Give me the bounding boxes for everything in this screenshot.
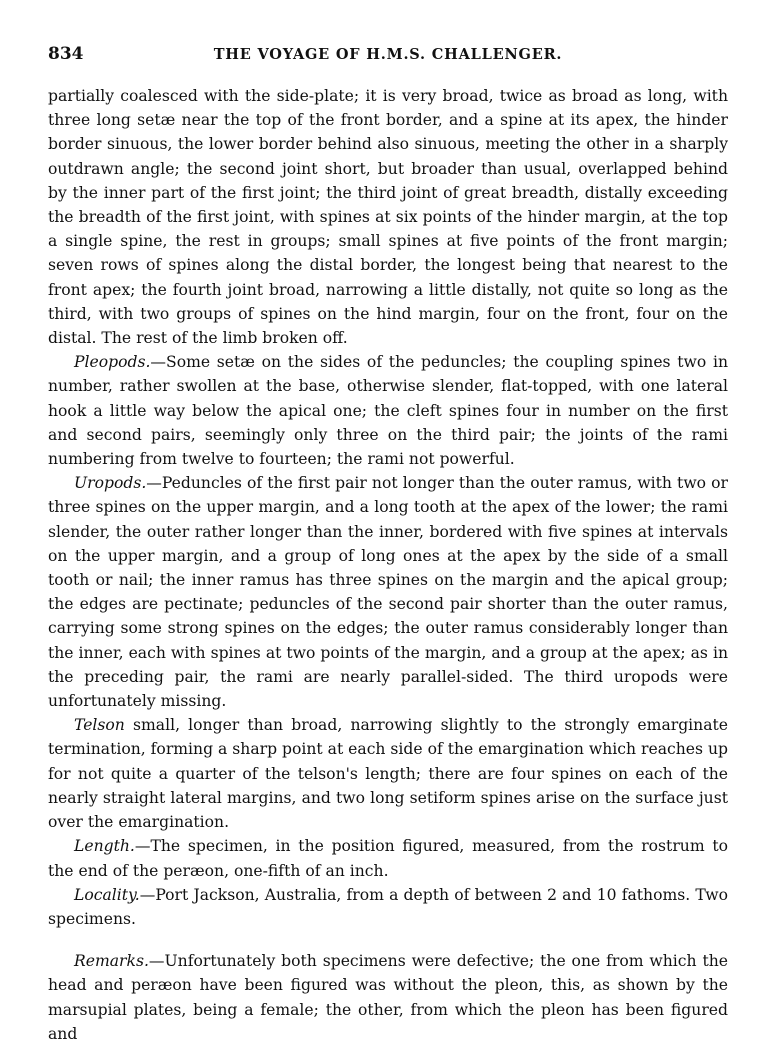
paragraph-text: —Port Jackson, Australia, from a depth of between 2 and 10 fathoms. Two specimens. [48, 885, 728, 928]
section-heading-pleopods: Pleopods. [74, 353, 151, 372]
book-page [48, 44, 728, 1046]
paragraph-length [48, 834, 728, 882]
paragraph-remarks [48, 949, 728, 1046]
section-heading-uropods: Uropods. [74, 474, 147, 493]
paragraph-locality [48, 883, 728, 931]
paragraph-pleopods [48, 350, 728, 471]
paragraph-limb-description [48, 84, 728, 350]
section-heading-length: Length. [74, 837, 135, 856]
paragraph-text: —Some setæ on the sides of the peduncles; the coupling spines two in number, rather swollen at the base, otherwise slender, flat-topped, with one lateral hook a little way below the apical one; the cleft spines four in number on the first and second pairs, seemingly only three on the third pair; the joints of the rami numbering from twelve to fourteen; the rami not powerful. [48, 353, 728, 469]
paragraph-text: partially coalesced with the side-plate; it is very broad, twice as broad as long, with three long setæ near the top of the front border, and a spine at its apex, the hinder border sinuous, the lower border behind also sinuous, meeting the other in a sharply outdrawn angle; the second joint short, but broader than usual, overlapped behind by the inner part of the first joint; the third joint of great breadth, distally exceeding the breadth of the first joint, with spines at six points of the hinder margin, at the top a single spine, the rest in groups; small spines at five points of the front margin; seven rows of spines along the distal border, the longest being that nearest to the front apex; the fourth joint broad, narrowing a little distally, not quite so long as the third, with two groups of spines on the hind margin, four on the front, four on the distal. The rest of the limb broken off. [48, 87, 728, 348]
section-heading-remarks: Remarks. [74, 952, 149, 971]
page-number: 834 [48, 44, 84, 64]
paragraph-text: —Peduncles of the first pair not longer than the outer ramus, with two or three spines on the upper margin, and a long tooth at the apex of the lower; the rami slender, the outer rather longer than the inner, bordered with five spines at intervals on the upper margin, and a group of long ones at the apex by the side of a small tooth or nail; the inner ramus has three spines on the margin and the apical group; the edges are pectinate; peduncles of the second pair shorter than the outer ramus, carrying some strong spines on the edges; the outer ramus considerably longer than the inner, each with spines at two points of the margin, and a group at the apex; as in the preceding pair, the rami are nearly parallel-sided. The third uropods were unfortunately missing. [48, 474, 728, 711]
page-header [48, 44, 728, 64]
running-title: THE VOYAGE OF H.M.S. CHALLENGER. [213, 46, 563, 63]
paragraph-text: —Unfortunately both specimens were defective; the one from which the head and peræon have been figured was without the pleon, this, as shown by the marsupial plates, being a female; the other, from which the pleon has been figured and [48, 952, 728, 1043]
paragraph-telson [48, 713, 728, 834]
paragraph-uropods [48, 471, 728, 713]
section-heading-telson: Telson [74, 716, 125, 735]
section-heading-locality: Locality. [74, 885, 140, 904]
paragraph-text: small, longer than broad, narrowing slightly to the strongly emarginate termination, forming a sharp point at each side of the emargination which reaches up for not quite a quarter of the telson's length; there are four spines on each of the nearly straight lateral margins, and two long setiform spines arise on the surface just over the emargination. [48, 716, 728, 832]
paragraph-text: —The specimen, in the position figured, measured, from the rostrum to the end of the peræon, one-fifth of an inch. [48, 837, 728, 880]
